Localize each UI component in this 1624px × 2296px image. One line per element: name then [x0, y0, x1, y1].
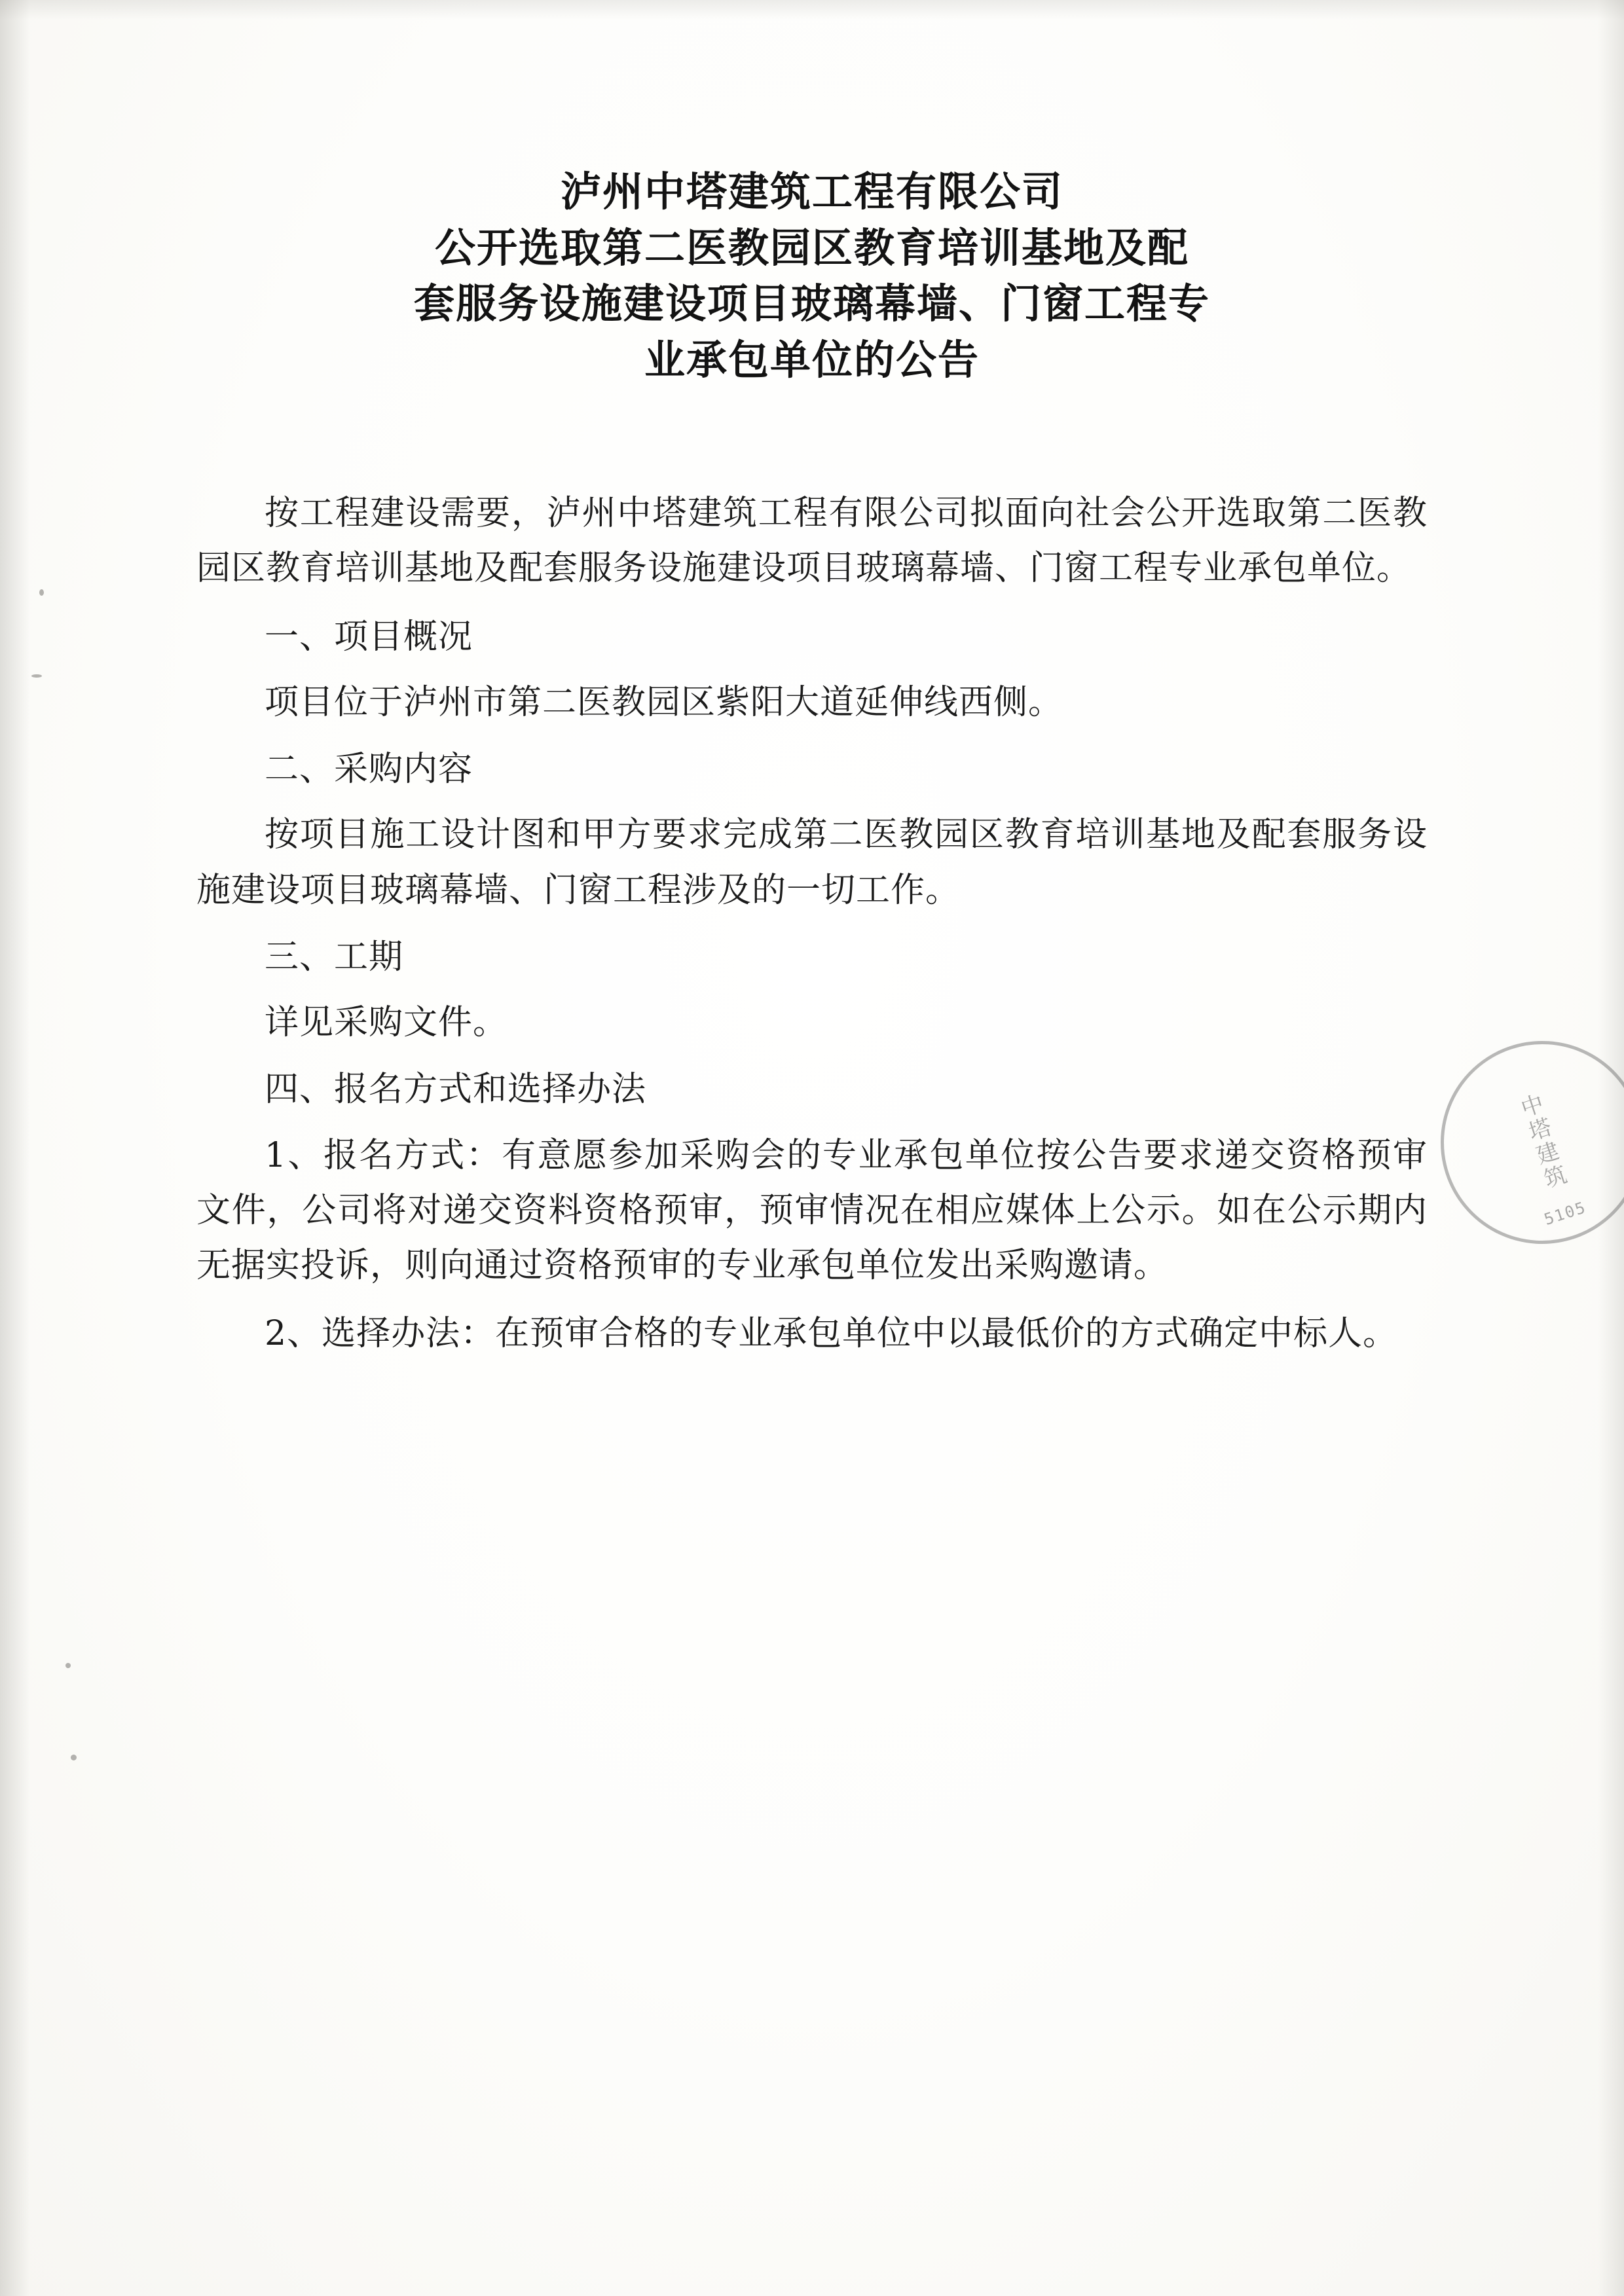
- section-4-item-1: 1、报名方式：有意愿参加采购会的专业承包单位按公告要求递交资格预审文件，公司将对递交资料资格预审，预审情况在相应媒体上公示。如在公示期内无据实投诉，则向通过资格预审的专业承包单位发出采购邀请。: [196, 1135, 1428, 1285]
- title-line-4: 业承包单位的公告: [644, 335, 980, 384]
- scan-shadow-left: [0, 0, 30, 2296]
- document-body: [196, 486, 1428, 1361]
- scan-speck: [65, 1663, 71, 1668]
- section-heading-1: 一、项目概况: [265, 617, 473, 657]
- page-title: [196, 164, 1428, 388]
- official-seal-stamp: [1414, 1015, 1624, 1271]
- scan-speck: [39, 589, 44, 596]
- title-line-1: 泸州中塔建筑工程有限公司: [560, 168, 1063, 215]
- scan-speck: [71, 1755, 77, 1760]
- section-heading-3: 三、工期: [265, 937, 404, 977]
- seal-text: 中塔建筑: [1514, 1091, 1570, 1194]
- title-line-2: 公开选取第二医教园区教育培训基地及配: [434, 223, 1189, 272]
- section-3-text: 详见采购文件。: [265, 1003, 508, 1043]
- title-line-3: 套服务设施建设项目玻璃幕墙、门窗工程专: [413, 280, 1210, 328]
- seal-number: 5105: [1541, 1197, 1589, 1229]
- section-heading-4: 四、报名方式和选择办法: [265, 1070, 647, 1110]
- document-content: [196, 164, 1428, 1374]
- scan-speck: [31, 674, 42, 678]
- section-1-text: 项目位于泸州市第二医教园区紫阳大道延伸线西侧。: [265, 682, 1063, 722]
- section-heading-2: 二、采购内容: [265, 750, 473, 790]
- paragraph-intro: 按工程建设需要，泸州中塔建筑工程有限公司拟面向社会公开选取第二医教园区教育培训基地及配套服务设施建设项目玻璃幕墙、门窗工程专业承包单位。: [196, 494, 1428, 589]
- scan-shadow-top: [0, 0, 1624, 20]
- scan-shadow-right: [1598, 0, 1624, 2296]
- section-4-item-2: 2、选择办法：在预审合格的专业承包单位中以最低价的方式确定中标人。: [265, 1314, 1398, 1354]
- section-2-text: 按项目施工设计图和甲方要求完成第二医教园区教育培训基地及配套服务设施建设项目玻璃幕墙、门窗工程涉及的一切工作。: [196, 815, 1428, 910]
